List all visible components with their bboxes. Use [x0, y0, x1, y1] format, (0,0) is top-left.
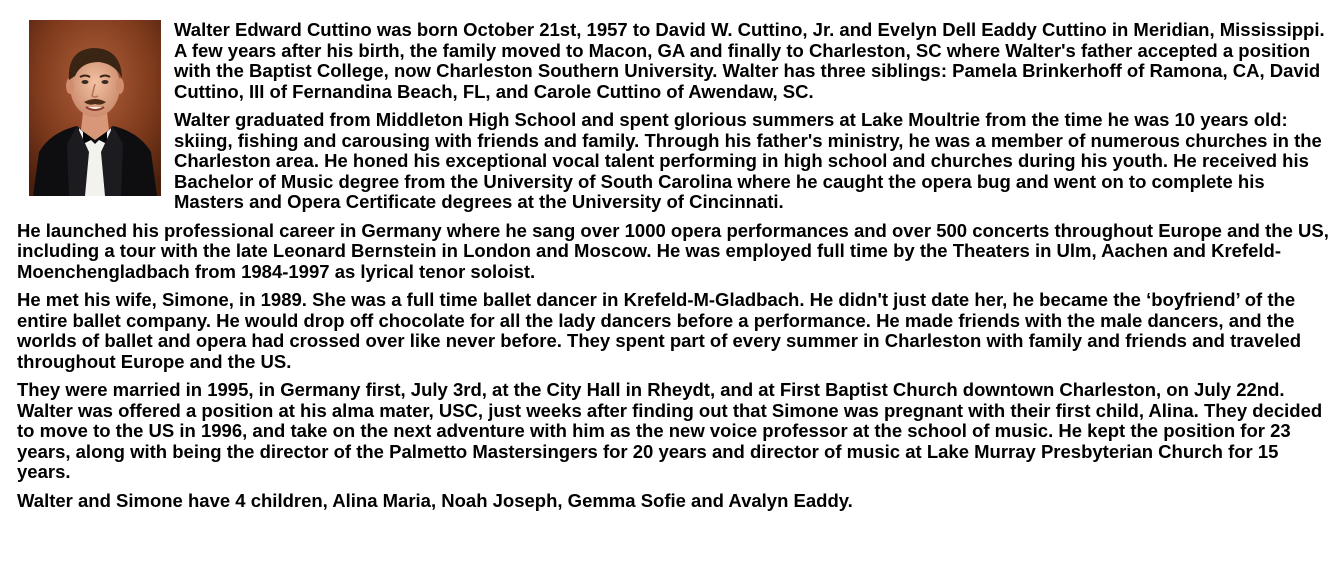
- bio-paragraph-birth: Walter Edward Cuttino was born October 21st, 1957 to David W. Cuttino, Jr. and Evelyn Dell Eaddy Cuttino in Meridian, Mississippi. A few years after his birth, the family moved to Macon, GA and finally to Charleston, SC where Walter's father accepted a position with the Baptist College, now Charleston Southern University. Walter has three siblings: Pamela Brinkerhoff of Ramona, CA, David Cuttino, III of Fernandina Beach, FL, and Carole Cuttino of Awendaw, SC.: [174, 19, 1325, 102]
- bio-paragraph-education: Walter graduated from Middleton High School and spent glorious summers at Lake Moultrie from the time he was 10 years old: skiing, fishing and carousing with friends and family. Through his father's ministry, he was a member of numerous churches in the Charleston area. He honed his exceptional vocal talent performing in high school and churches during his youth. He received his Bachelor of Music degree from the University of South Carolina where he caught the opera bug and went on to complete his Masters and Opera Certificate degrees at the University of Cincinnati.: [174, 109, 1322, 212]
- biography-section: [17, 20, 1335, 519]
- portrait-photo-icon: [29, 20, 161, 196]
- bio-paragraph-career: He launched his professional career in Germany where he sang over 1000 opera performances and over 500 concerts throughout Europe and the US, including a tour with the late Leonard Bernstein in London and Moscow. He was employed full time by the Theaters in Ulm, Aachen and Krefeld-Moenchengladbach from 1984-1997 as lyrical tenor soloist.: [17, 219, 1329, 282]
- bio-paragraph-children: Walter and Simone have 4 children, Alina Maria, Noah Joseph, Gemma Sofie and Avalyn Eaddy.: [17, 489, 853, 511]
- bio-paragraph-marriage: He met his wife, Simone, in 1989. She was a full time ballet dancer in Krefeld-M-Gladbach. He didn't just date her, he became the ‘boyfriend’ of the entire ballet company. He would drop off chocolate for all the lady dancers before a performance. He made friends with the male dancers, and the worlds of ballet and opera had crossed over like never before. They spent part of every summer in Charleston with family and friends and traveled throughout Europe and the US.: [17, 289, 1302, 372]
- bio-paragraph-move: They were married in 1995, in Germany first, July 3rd, at the City Hall in Rheydt, and at First Baptist Church downtown Charleston, on July 22nd. Walter was offered a position at his alma mater, USC, just weeks after finding out that Simone was pregnant with their first child, Alina. They decided to move to the US in 1996, and take on the next adventure with him as the new voice professor at the school of music. He kept the position for 23 years, along with being the director of the Palmetto Mastersingers for 20 years and director of music at Lake Murray Presbyterian Church for 15 years.: [17, 379, 1323, 482]
